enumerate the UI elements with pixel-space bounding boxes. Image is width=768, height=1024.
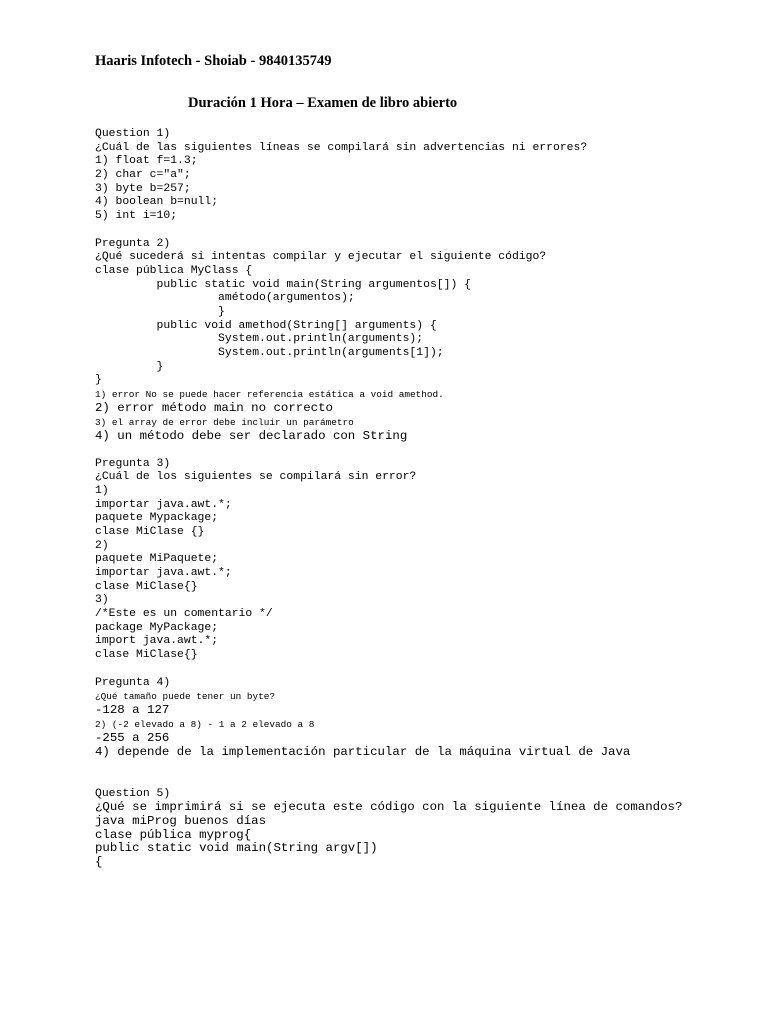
question-1-text: ¿Cuál de las siguientes líneas se compilará sin advertencias ni errores? xyxy=(95,141,588,154)
question-5-line: java miProg buenos días xyxy=(95,813,267,828)
exam-subtitle: Duración 1 Hora – Examen de libro abierto xyxy=(188,95,458,111)
code-line: } xyxy=(95,374,102,387)
spacer xyxy=(95,774,755,788)
question-2-option-1: 1) error No se puede hacer referencia estática a void amethod. xyxy=(95,389,444,401)
question-3-line: package MyPackage; xyxy=(95,621,219,634)
question-1-option-1: 1) float f=1.3; xyxy=(95,155,198,168)
question-2-title: Pregunta 2) xyxy=(95,237,171,250)
code-line: } xyxy=(95,305,225,318)
document-body xyxy=(95,128,755,870)
question-2-option-2: 2) error método main no correcto xyxy=(95,400,333,415)
question-1-option-3: 3) byte b=257; xyxy=(95,182,191,195)
code-line: public void amethod(String[] arguments) { xyxy=(95,319,437,332)
question-3-line: clase MiClase{} xyxy=(95,649,198,662)
spacer xyxy=(95,760,755,774)
question-5-text: ¿Qué se imprimirá si se ejecuta este código con la siguiente línea de comandos? xyxy=(95,800,683,815)
question-5-line: { xyxy=(95,854,103,869)
question-2-option-3: 3) el array de error debe incluir un parámetro xyxy=(95,416,354,428)
question-3-text: ¿Cuál de los siguientes se compilará sin error? xyxy=(95,471,417,484)
question-3-line: paquete MiPaquete; xyxy=(95,553,219,566)
question-3-line: paquete Mypackage; xyxy=(95,512,219,525)
question-3-line: importar java.awt.*; xyxy=(95,567,232,579)
question-3-line: import java.awt.*; xyxy=(95,635,219,648)
question-3-line: /*Este es un comentario */ xyxy=(95,608,273,621)
question-4-title: Pregunta 4) xyxy=(95,676,171,689)
code-line: public static void main(String argumentos[]) { xyxy=(95,278,471,291)
code-line: clase pública MyClass { xyxy=(95,264,253,277)
question-2-option-4: 4) un método debe ser declarado con String xyxy=(95,428,408,443)
question-4-option-4: 4) depende de la implementación particular de la máquina virtual de Java xyxy=(95,744,631,759)
question-3-line: 2) xyxy=(95,539,109,552)
code-line: System.out.println(arguments); xyxy=(95,333,424,346)
question-3-line: clase MiClase{} xyxy=(95,580,198,593)
document-header: Haaris Infotech - Shoiab - 9840135749 xyxy=(95,53,332,69)
question-1-title: Question 1) xyxy=(95,128,171,140)
question-5-title: Question 5) xyxy=(95,787,171,800)
spacer xyxy=(95,663,755,677)
code-line: amétodo(argumentos); xyxy=(95,292,355,305)
question-3-title: Pregunta 3) xyxy=(95,457,171,470)
question-4-option-3: -255 a 256 xyxy=(95,730,170,745)
question-5-line: public static void main(String argv[]) xyxy=(95,841,378,856)
question-3-line: 3) xyxy=(95,594,109,607)
question-1-option-2: 2) char c="a"; xyxy=(95,169,191,182)
question-3-line: importar java.awt.*; xyxy=(95,498,232,511)
question-5-line: clase pública myprog{ xyxy=(95,827,252,842)
question-1-option-4: 4) boolean b=null; xyxy=(95,196,219,209)
spacer xyxy=(95,224,755,238)
question-4-option-1: -128 a 127 xyxy=(95,702,170,717)
question-1-option-5: 5) int i=10; xyxy=(95,210,178,223)
code-line: } xyxy=(95,360,164,373)
question-4-option-2: 2) (-2 elevado a 8) - 1 a 2 elevado a 8 xyxy=(95,719,315,731)
spacer xyxy=(95,444,755,458)
question-3-line: 1) xyxy=(95,484,109,497)
question-3-line: clase MiClase {} xyxy=(95,525,205,538)
code-line: System.out.println(arguments[1]); xyxy=(95,347,444,359)
question-4-text: ¿Qué tamaño puede tener un byte? xyxy=(95,691,276,703)
question-2-text: ¿Qué sucederá si intentas compilar y ejecutar el siguiente código? xyxy=(95,251,547,264)
